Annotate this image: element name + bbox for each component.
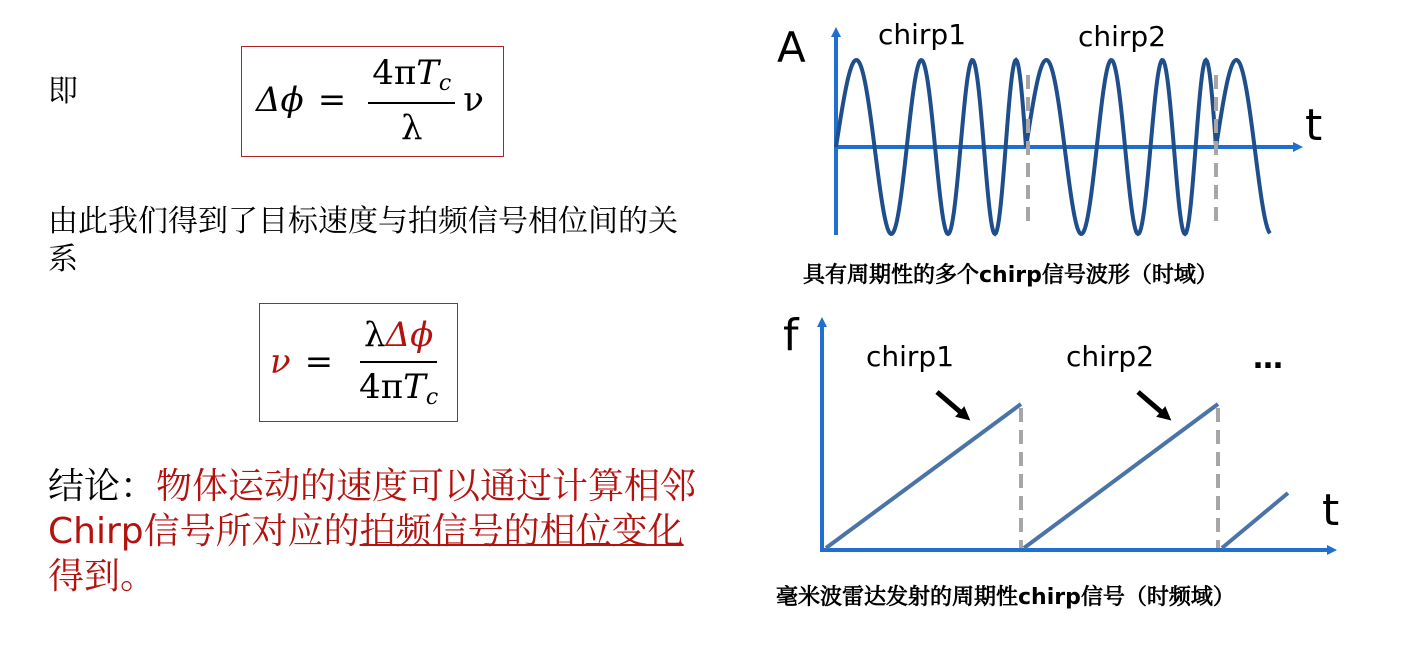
conclusion-tail: 得到。	[48, 556, 157, 597]
f2-den-sub: c	[425, 384, 439, 410]
f1-num-var: T	[416, 52, 439, 93]
f1-num-coef: 4π	[372, 52, 417, 93]
top-chirp1-label: chirp1	[878, 18, 967, 51]
ramp-1	[826, 404, 1021, 548]
bottom-caption: 毫米波雷达发射的周期性chirp信号（时频域）	[776, 585, 1235, 610]
ramp-3	[1222, 493, 1288, 548]
pointer-arrow-2	[1138, 392, 1166, 416]
top-caption: 具有周期性的多个chirp信号波形（时域）	[803, 263, 1218, 288]
pointer-arrow-1	[937, 392, 965, 416]
f1-eq: =	[317, 80, 347, 120]
conclusion-underlined: 拍频信号的相位变化	[359, 511, 684, 552]
ji-text: 即	[48, 74, 78, 109]
f2-den-var: T	[403, 366, 426, 407]
relation-text: 由此我们得到了目标速度与拍频信号相位间的关系	[48, 204, 678, 277]
f1-lhs: Δϕ	[256, 80, 304, 120]
f1-num-sub: c	[438, 70, 452, 96]
top-x-label: t	[1305, 100, 1323, 151]
f1-tail: ν	[463, 80, 484, 120]
bottom-ellipsis: …	[1253, 341, 1283, 376]
f1-denominator: λ	[400, 107, 423, 148]
top-y-label: A	[777, 23, 806, 72]
f2-den-coef: 4π	[359, 366, 404, 407]
conclusion-label: 结论：	[48, 466, 157, 507]
bottom-chirp2-label: chirp2	[1066, 340, 1155, 373]
f2-num-a: λ	[364, 314, 386, 355]
top-chirp2-label: chirp2	[1078, 20, 1167, 53]
f2-eq: =	[304, 342, 334, 382]
conclusion-red-text: 物体运动的速度可以通过计算相邻Chirp信号所对应的	[48, 466, 697, 552]
ramp-2	[1024, 404, 1218, 548]
bottom-chirp1-label: chirp1	[866, 340, 955, 373]
f2-num-b: Δϕ	[385, 314, 434, 355]
bottom-x-label: t	[1322, 485, 1340, 536]
bottom-y-label: f	[783, 310, 799, 361]
f2-lhs: ν	[270, 342, 291, 382]
